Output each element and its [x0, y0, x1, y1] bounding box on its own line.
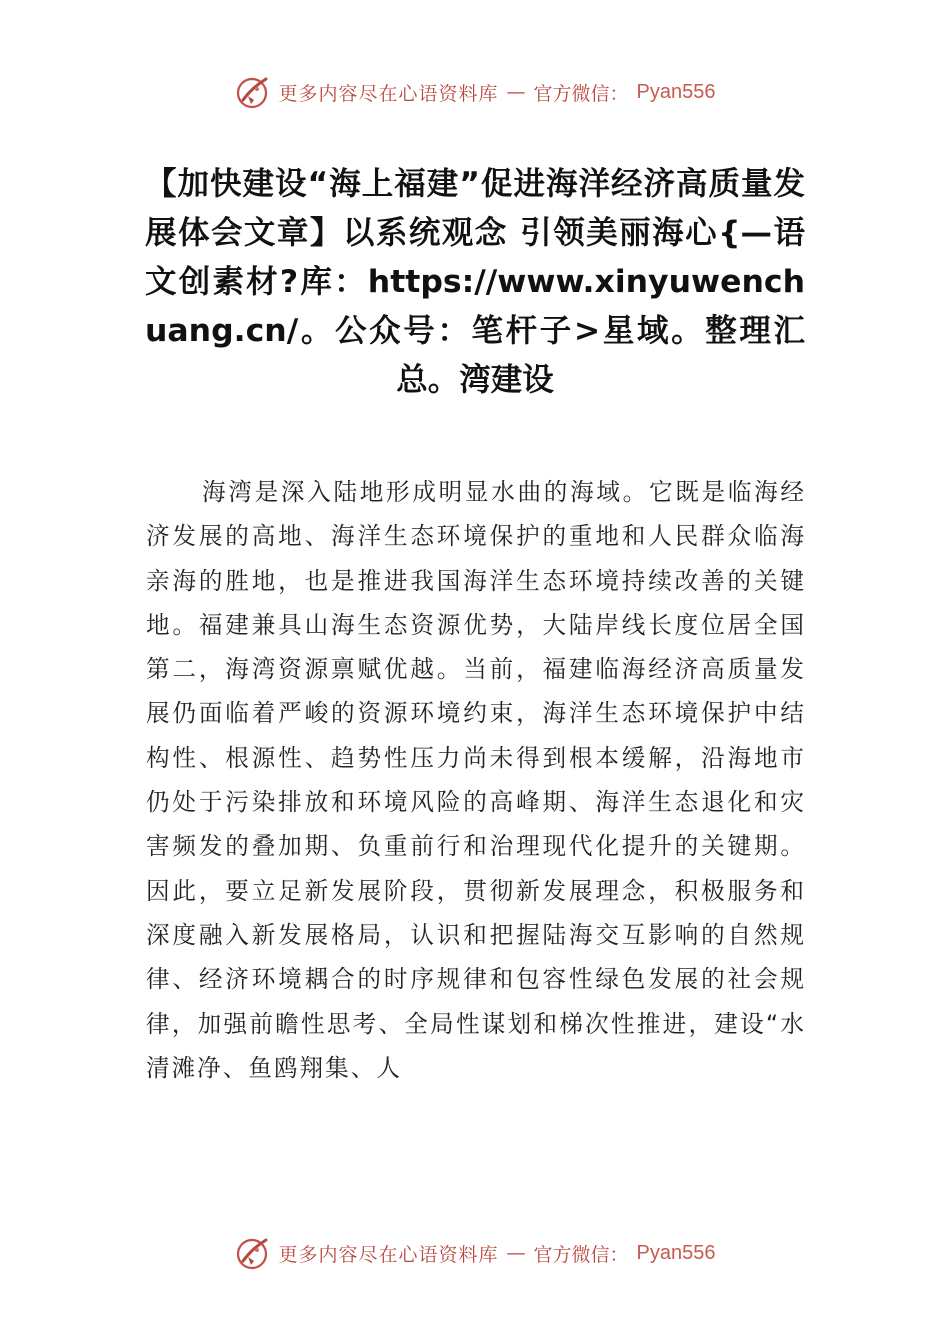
header-brand-text: 更多内容尽在心语资料库 — [278, 82, 499, 105]
header-contact-label: 官方微信： — [533, 82, 629, 105]
document-title: 【加快建设“海上福建”促进海洋经济高质量发展体会文章】以系统观念 引领美丽海心{—语文创素材?库：https://www.xinyuwenchuang.cn/。公众号：笔杆子>星域。整理汇总。湾建设 — [145, 166, 805, 398]
footer-brand-text: 更多内容尽在心语资料库 — [278, 1243, 499, 1266]
footer-banner — [0, 1231, 950, 1275]
footer-separator: — — [506, 1242, 526, 1264]
brush-logo-icon — [235, 1235, 271, 1271]
footer-contact-label: 官方微信： — [533, 1243, 629, 1266]
header-contact-id: Pyan556 — [636, 80, 716, 103]
footer-contact-id: Pyan556 — [636, 1241, 716, 1264]
brush-logo-icon — [235, 74, 271, 110]
header-banner — [0, 70, 950, 114]
document-paragraph: 海湾是深入陆地形成明显水曲的海域。它既是临海经济发展的高地、海洋生态环境保护的重地和人民群众临海亲海的胜地，也是推进我国海洋生态环境持续改善的关键地。福建兼具山海生态资源优势，大陆岸线长度位居全国第二，海湾资源禀赋优越。当前，福建临海经济高质量发展仍面临着严峻的资源环境约束，海洋生态环境保护中结构性、根源性、趋势性压力尚未得到根本缓解，沿海地市仍处于污染排放和环境风险的高峰期、海洋生态退化和灾害频发的叠加期、负重前行和治理现代化提升的关键期。因此，要立足新发展阶段，贯彻新发展理念，积极服务和深度融入新发展格局，认识和把握陆海交互影响的自然规律、经济环境耦合的时序规律和包容性绿色发展的社会规律，加强前瞻性思考、全局性谋划和梯次性推进，建设“水清滩净、鱼鸥翔集、人 — [146, 478, 806, 1082]
header-separator: — — [506, 81, 526, 103]
